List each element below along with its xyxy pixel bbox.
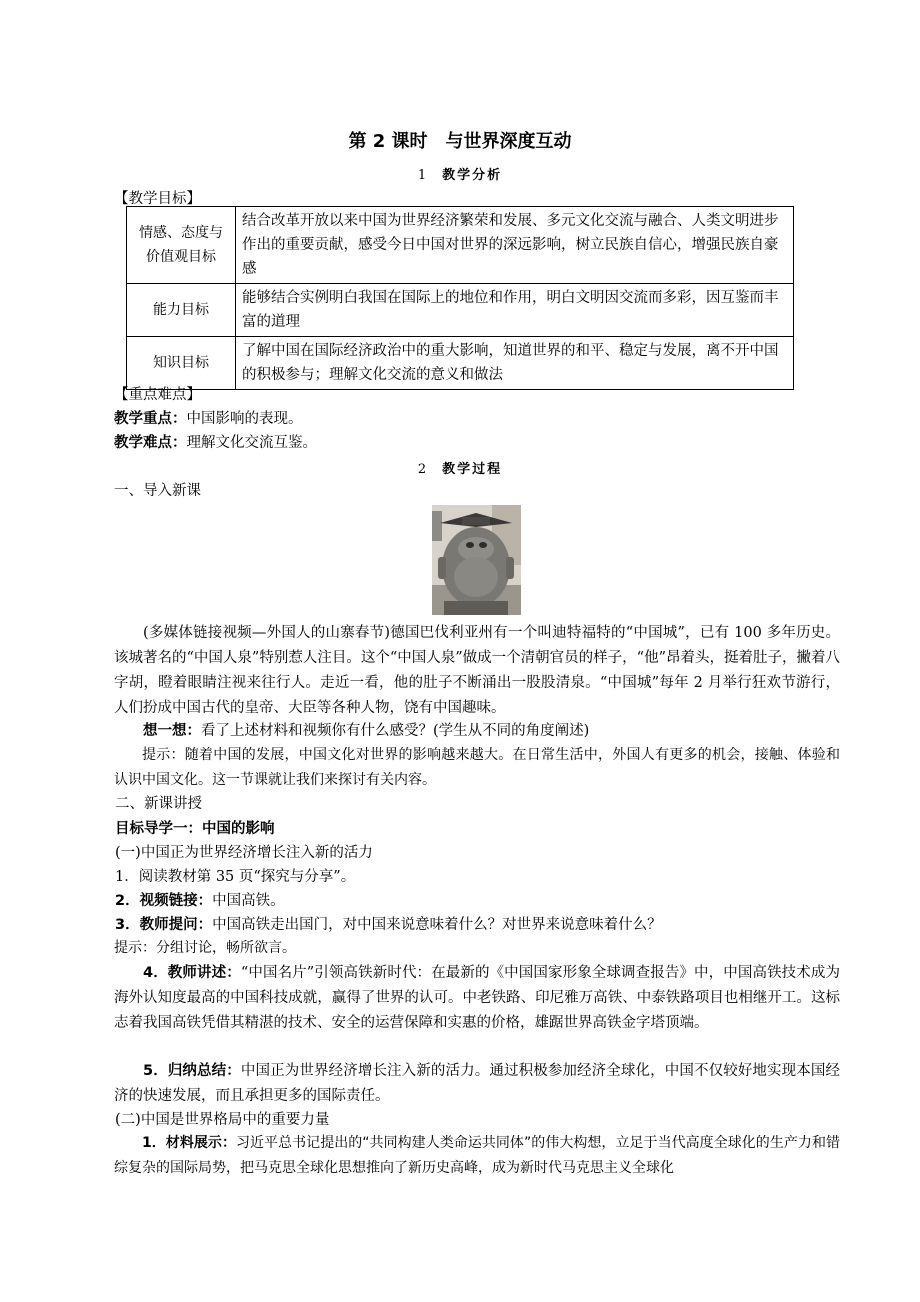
goal-content: 结合改革开放以来中国为世界经济繁荣和发展、多元文化交流与融合、人类文明进步作出的重要贡献，感受今日中国对世界的深远影响，树立民族自信心，增强民族自豪感 — [236, 207, 794, 284]
step-4 — [114, 961, 840, 1036]
step-3-label: 3．教师提问： — [115, 917, 213, 933]
section-label: 教学过程 — [442, 462, 503, 477]
hint-paragraph: 提示：随着中国的发展，中国文化对世界的影响越来越大。在日常生活中，外国人有更多的机会，接触、体验和认识中国文化。这一节课就让我们来探讨有关内容。 — [114, 747, 840, 788]
think-label: 想一想： — [143, 723, 201, 739]
key-points-heading: 【重点难点】 — [114, 387, 201, 403]
step-4-text: “中国名片”引领高铁新时代：在最新的《中国国家形象全球调查报告》中，中国高铁技术成为海外认知度最高的中国科技成就，赢得了世界的认可。中老铁路、印尼雅万高铁、中泰铁路项目也相继开工。这标志着我国高铁凭借其精湛的技术、安全的运营保障和实惠的价格，雄踞世界高铁金字塔顶端。 — [114, 965, 841, 1031]
section-heading-analysis — [0, 164, 920, 183]
part2-heading: 二、新课讲授 — [115, 796, 202, 812]
step-5 — [114, 1059, 840, 1109]
subsection-heading-2: (二)中国是世界格局中的重要力量 — [115, 1112, 330, 1128]
step-2-text: 中国高铁。 — [212, 893, 285, 909]
target-heading: 目标导学一：中国的影响 — [115, 821, 275, 837]
hint-discussion: 提示：分组讨论，畅所欲言。 — [114, 940, 296, 956]
section-number: 2 — [417, 462, 429, 477]
table-row — [127, 337, 794, 390]
think-text: 看了上述材料和视频你有什么感受？(学生从不同的角度阐述) — [201, 723, 590, 739]
step-4-label: 4．教师讲述： — [143, 965, 241, 981]
material-text: 习近平总书记提出的“共同构建人类命运共同体”的伟大构想，立足于当代高度全球化的生产力和错综复杂的国际局势，把马克思全球化思想推向了新历史高峰，成为新时代马克思主义全球化 — [114, 1135, 840, 1176]
key-point — [114, 407, 303, 428]
difficult-point — [114, 431, 317, 452]
table-row — [127, 284, 794, 337]
think-question — [114, 719, 589, 740]
section-heading-process — [0, 458, 920, 477]
material-paragraph — [114, 1131, 840, 1181]
goal-content: 能够结合实例明白我国在国际上的地位和作用，明白文明因交流而多彩，因互鉴而丰富的道理 — [236, 284, 794, 337]
goal-label: 能力目标 — [127, 284, 236, 337]
goal-label: 情感、态度与价值观目标 — [127, 207, 236, 284]
section-number: 1 — [417, 168, 429, 183]
step-1: 1．阅读教材第 35 页“探究与分享”。 — [115, 869, 356, 885]
intro-paragraph: (多媒体链接视频—外国人的山寨春节)德国巴伐利亚州有一个叫迪特福特的“中国城”，已有 100 多年历史。该城著名的“中国人泉”特别惹人注目。这个“中国人泉”做成一个清朝官员的样子，“他”昂着头，挺着肚子，撇着八字胡，瞪着眼睛注视来往行人。走近一看，他的肚子不断涌出一股股清泉。“中国城”每年 2 月举行狂欢节游行，人们扮成中国古代的皇帝、大臣等各种人物，饶有中国趣味。 — [114, 625, 840, 716]
step-5-label: 5．归纳总结： — [143, 1063, 241, 1079]
fountain-photo — [432, 505, 521, 615]
goal-label: 知识目标 — [127, 337, 236, 390]
subsection-heading: (一)中国正为世界经济增长注入新的活力 — [115, 845, 373, 861]
key-point-text: 中国影响的表现。 — [186, 411, 303, 427]
step-5-text: 中国正为世界经济增长注入新的活力。通过积极参加经济全球化，中国不仅较好地实现本国经济的快速发展，而且承担更多的国际责任。 — [114, 1063, 841, 1104]
goal-content: 了解中国在国际经济政治中的重大影响，知道世界的和平、稳定与发展，离不开中国的积极参与；理解文化交流的意义和做法 — [236, 337, 794, 390]
section-label: 教学分析 — [442, 168, 503, 183]
step-3-text: 中国高铁走出国门，对中国来说意味着什么？对世界来说意味着什么？ — [212, 917, 662, 933]
key-point-label: 教学重点： — [114, 411, 187, 427]
part1-heading: 一、导入新课 — [114, 483, 201, 499]
step-2-label: 2．视频链接： — [115, 893, 213, 909]
difficult-point-text: 理解文化交流互鉴。 — [186, 435, 317, 451]
step-3 — [86, 913, 662, 934]
difficult-point-label: 教学难点： — [114, 435, 187, 451]
step-2 — [86, 889, 285, 910]
goals-heading: 【教学目标】 — [114, 191, 201, 207]
material-label: 1．材料展示： — [142, 1135, 236, 1151]
table-row — [127, 207, 794, 284]
lesson-title: 第 2 课时 与世界深度互动 — [348, 131, 572, 152]
teaching-goals-table — [126, 206, 794, 390]
